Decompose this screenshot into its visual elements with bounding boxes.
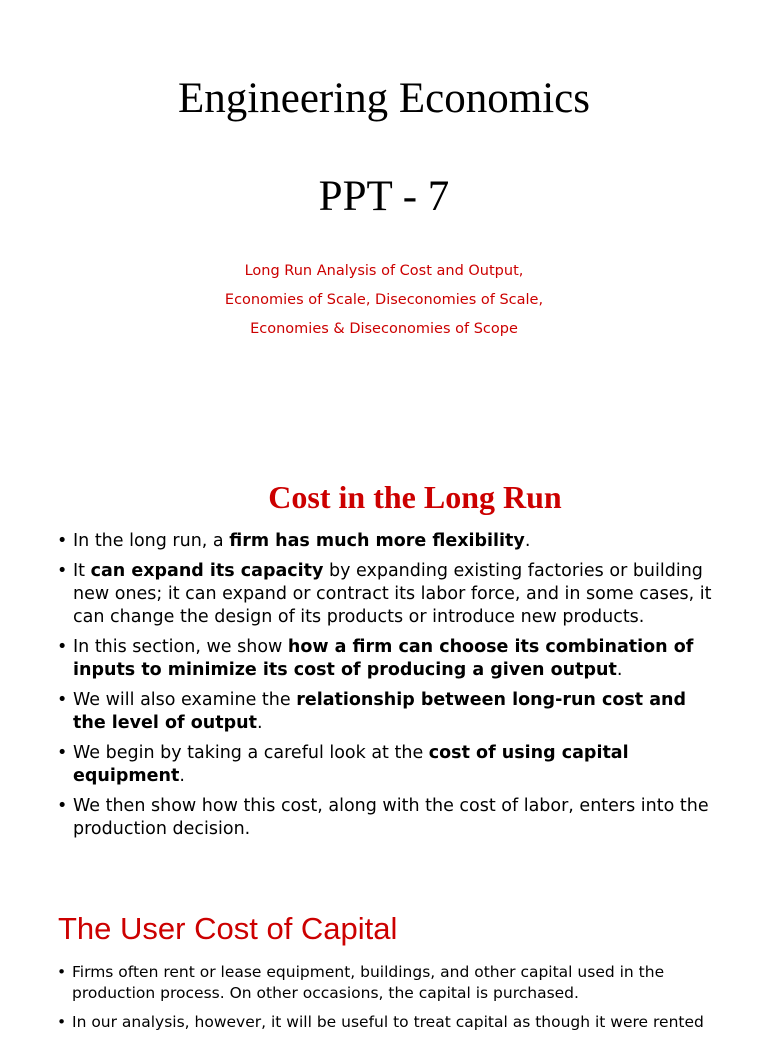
bullet-text: In our analysis, however, it will be useful to treat capital as though it were rented — [72, 1013, 704, 1031]
slide-subtitle: PPT - 7 — [318, 173, 450, 220]
bullet-text-bold: how a firm can choose its combination of inputs to minimize its cost of producing a given output — [73, 637, 694, 680]
bullet-text-bold: relationship between long-run cost and the level of output — [73, 690, 687, 733]
section-title-cost-long-run: Cost in the Long Run — [268, 479, 562, 515]
user-cost-bullets — [57, 962, 717, 1041]
bullet-item — [57, 962, 717, 1004]
bullet-item — [57, 795, 717, 841]
topics-list — [0, 257, 768, 344]
bullet-item — [57, 1012, 717, 1033]
bullet-item — [57, 530, 717, 553]
topic-line: Long Run Analysis of Cost and Output, — [244, 263, 524, 279]
bullet-text: It — [73, 561, 91, 581]
bullet-text: . — [524, 531, 531, 551]
bullet-item — [57, 689, 717, 735]
bullet-text: Firms often rent or lease equipment, buildings, and other capital used in the production process. On other occasions, the capital is purchased. — [72, 963, 665, 1002]
bullet-icon: • — [57, 531, 68, 551]
bullet-icon: • — [57, 963, 67, 981]
bullet-text: In this section, we show — [73, 637, 288, 657]
bullet-icon: • — [57, 796, 68, 816]
slide-title: Engineering Economics — [178, 75, 590, 122]
bullet-icon: • — [57, 561, 68, 581]
bullet-text-bold: firm has much more flexibility — [229, 531, 525, 551]
topic-line: Economies & Diseconomies of Scope — [250, 321, 518, 337]
bullet-icon: • — [57, 690, 68, 710]
bullet-icon: • — [57, 637, 68, 657]
section-title-user-cost: The User Cost of Capital — [58, 911, 398, 946]
bullet-text: We will also examine the — [73, 690, 297, 710]
topic-line: Economies of Scale, Diseconomies of Scale, — [224, 292, 544, 308]
bullet-text: by expanding existing factories or building new ones; it can expand or contract its labor force, and in some cases, it can change the design of its products or introduce new products. — [73, 561, 712, 627]
bullet-text: . — [179, 766, 185, 786]
bullet-text: . — [256, 713, 263, 733]
bullet-item — [57, 742, 717, 788]
bullet-text: In the long run, a — [73, 531, 230, 551]
bullet-text: . — [616, 660, 623, 680]
cost-long-run-bullets — [57, 530, 717, 848]
bullet-text-bold: can expand its capacity — [90, 561, 324, 581]
bullet-item — [57, 636, 717, 682]
bullet-icon: • — [57, 1013, 67, 1031]
bullet-text: We begin by taking a careful look at the — [73, 743, 429, 763]
bullet-text-bold: cost of using capital equipment — [73, 743, 629, 786]
bullet-text: We then show how this cost, along with the cost of labor, enters into the production decision. — [73, 796, 709, 839]
bullet-icon: • — [57, 743, 68, 763]
bullet-item — [57, 560, 717, 629]
